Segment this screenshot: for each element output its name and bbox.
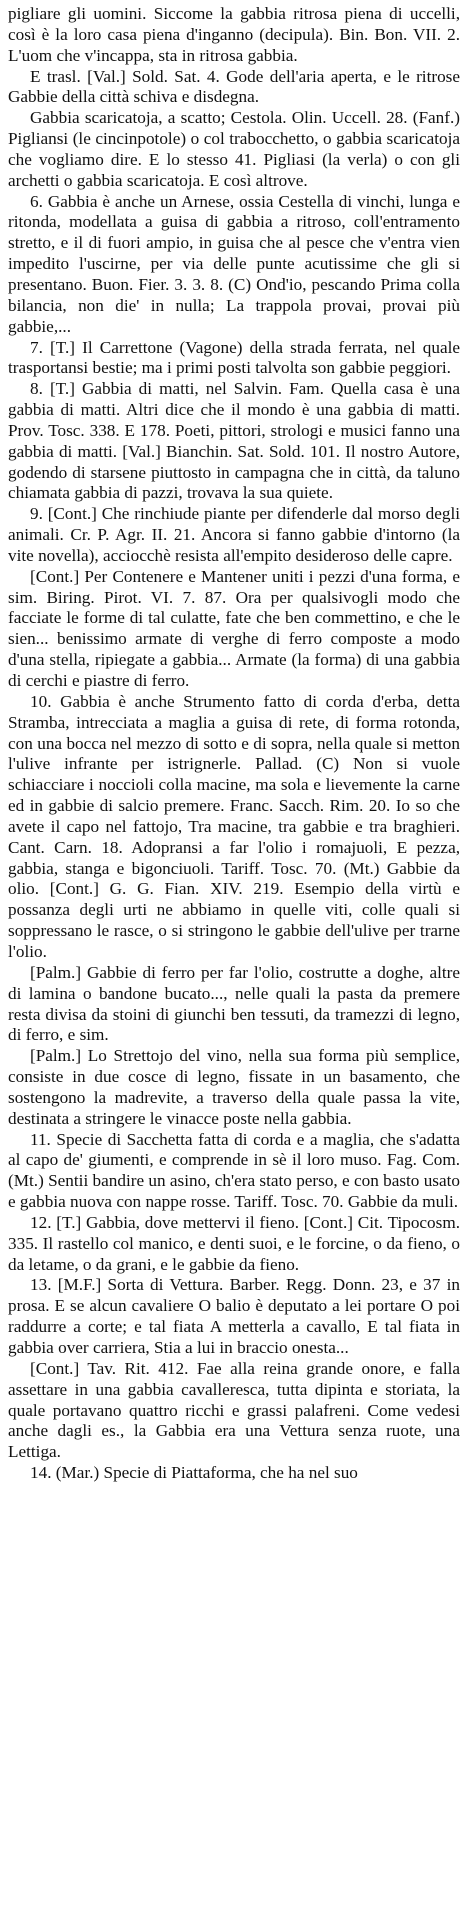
paragraph-sense-12: 12. [T.] Gabbia, dove mettervi il fieno. [Cont.] Cit. Tipocosm. 335. Il rastello col manico, e denti suoi, e le forcine, o da fieno, o da letame, o da grani, e le gabbie da fieno. (8, 1212, 460, 1274)
paragraph-continuation: pigliare gli uomini. Siccome la gabbia ritrosa piena di uccelli, così è la loro casa piena d'inganno (decipula). Bin. Bon. VII. 2. L'uom che v'incappa, sta in ritrosa gabbia. (8, 4, 460, 65)
paragraph-sense-9-cont: [Cont.] Per Contenere e Mantener uniti i pezzi d'una forma, e sim. Biring. Pirot. VI. 7. 87. Ora per qualsivogli modo che facciate le forme di tal culatte, fate che ben commettino, e che le sien... benissimo armate di verghe di ferro composte a modo d'una stella, ripiegate a gabbia... Armate (la forma) di una gabbia di cerchi e piastre di ferro. (8, 566, 460, 690)
paragraph-sense-14: 14. (Mar.) Specie di Piattaforma, che ha nel suo (30, 1463, 358, 1483)
paragraph-sense-10-palm-1: [Palm.] Gabbie di ferro per far l'olio, costrutte a doghe, altre di lamina o bandone bucato..., nelle quali la pasta da premere resta divisa da stoini di giunchi ben tessuti, da tramezzi di legno, di ferro, e sim. (8, 962, 460, 1045)
paragraph-sense-8: 8. [T.] Gabbia di matti, nel Salvin. Fam. Quella casa è una gabbia di matti. Altri dice che il mondo è una gabbia di matti. Prov. Tosc. 338. E 178. Poeti, pittori, strologi e musici fanno una gabbia di matti. [Val.] Bianchin. Sat. Sold. 101. Il nostro Autore, godendo di starsene piuttosto in campagna che in città, da taluno chiamata gabbia di pazzi, trovava la sua quiete. (8, 379, 460, 503)
paragraph-sense-9: 9. [Cont.] Che rinchiude piante per difenderle dal morso degli animali. Cr. P. Agr. II. 21. Ancora si fanno gabbie d'intorno (la vite novella), acciocchè resista all'empito desideroso delle capre. (8, 504, 460, 565)
paragraph-sense-11: 11. Specie di Sacchetta fatta di corda e a maglia, che s'adatta al capo de' giumenti, e comprende in sè il loro muso. Fag. Com. (Mt.) Sentii bandire un asino, ch'era stato perso, e con basto usato e gabbia nuova con nappe rosse. Tariff. Tosc. 70. Gabbie da muli. (8, 1129, 460, 1212)
paragraph-sense-13-cont: [Cont.] Tav. Rit. 412. Fae alla reina grande onore, e falla assettare in una gabbia cavalleresca, tutta dipinta e storiata, la quale portavano quattro ricchi e grassi palafreni. Come vedesi anche dagli es., la Gabbia era una Vettura senza ruote, una Lettiga. (8, 1358, 460, 1462)
paragraph-sense-10-palm-2: [Palm.] Lo Strettojo del vino, nella sua forma più semplice, consiste in due cosce di legno, fissate in un basamento, che sostengono la madrevite, a traverso della quale passa la vite, destinata a stringere le vinacce poste nella gabbia. (8, 1046, 460, 1128)
paragraph-figurative-use: E trasl. [Val.] Sold. Sat. 4. Gode dell'aria aperta, e le ritrose Gabbie della città schiva e disdegna. (8, 66, 460, 107)
paragraph-sense-13: 13. [M.F.] Sorta di Vettura. Barber. Regg. Donn. 23, e 37 in prosa. E se alcun cavaliere O balio è deputato a lei portare O poi raddurre a corte; e tal fiata A metterla a cavallo, E tal fiata in gabbia over carriera, Stia a lui in braccio onesta... (8, 1275, 460, 1357)
paragraph-sense-6: 6. Gabbia è anche un Arnese, ossia Cestella di vinchi, lunga e ritonda, modellata a guisa di gabbia a ritroso, coll'entramento stretto, e il di fuori ampio, in guisa che al pesce che v'entra vien impedito l'uscirne, per via delle punte acutissime che gli si presentano. Buon. Fier. 3. 3. 8. (C) Ond'io, pescando Prima colla bilancia, non die' in nulla; La trappola provai, provai più gabbie,... (8, 191, 460, 336)
paragraph-gabbia-scaricatoja: Gabbia scaricatoja, a scatto; Cestola. Olin. Uccell. 28. (Fanf.) Pigliansi (le cincinpotole) o col trabocchetto, o gabbia scaricatoja che vogliamo dire. E lo stesso 41. Pigliasi (la verla) o con gli archetti o gabbia scaricatoja. E così altrove. (8, 108, 460, 190)
paragraph-sense-10: 10. Gabbia è anche Strumento fatto di corda d'erba, detta Stramba, intrecciata a maglia a guisa di rete, di forma rotonda, con una bocca nel mezzo di sotto e di sopra, nella quale si metton l'ulive infrante per istrignerle. Pallad. (C) Non si vuole schiacciare i noccioli colla macine, ma sola e lievemente la carne ed in gabbie di salcio premere. Franc. Sacch. Rim. 20. Io so che avete il capo nel fattojo, Tra macine, tra gabbie e tra braghieri. Cant. Carn. 18. Adopransi a far l'olio i romajuoli, E pezza, gabbia, stanga e bigonciuoli. Tariff. Tosc. 70. (Mt.) Gabbie da olio. [Cont.] G. G. Fian. XIV. 219. Esempio della virtù e possanza degli urti ne abbiamo in quelle viti, colle quali si soppressano le rasce, o si stringono le gabbie dell'ulive per trarne l'olio. (8, 691, 460, 961)
paragraph-sense-7: 7. [T.] Il Carrettone (Vagone) della strada ferrata, nel quale trasportansi bestie; ma i primi posti talvolta son gabbie peggiori. (8, 337, 460, 378)
